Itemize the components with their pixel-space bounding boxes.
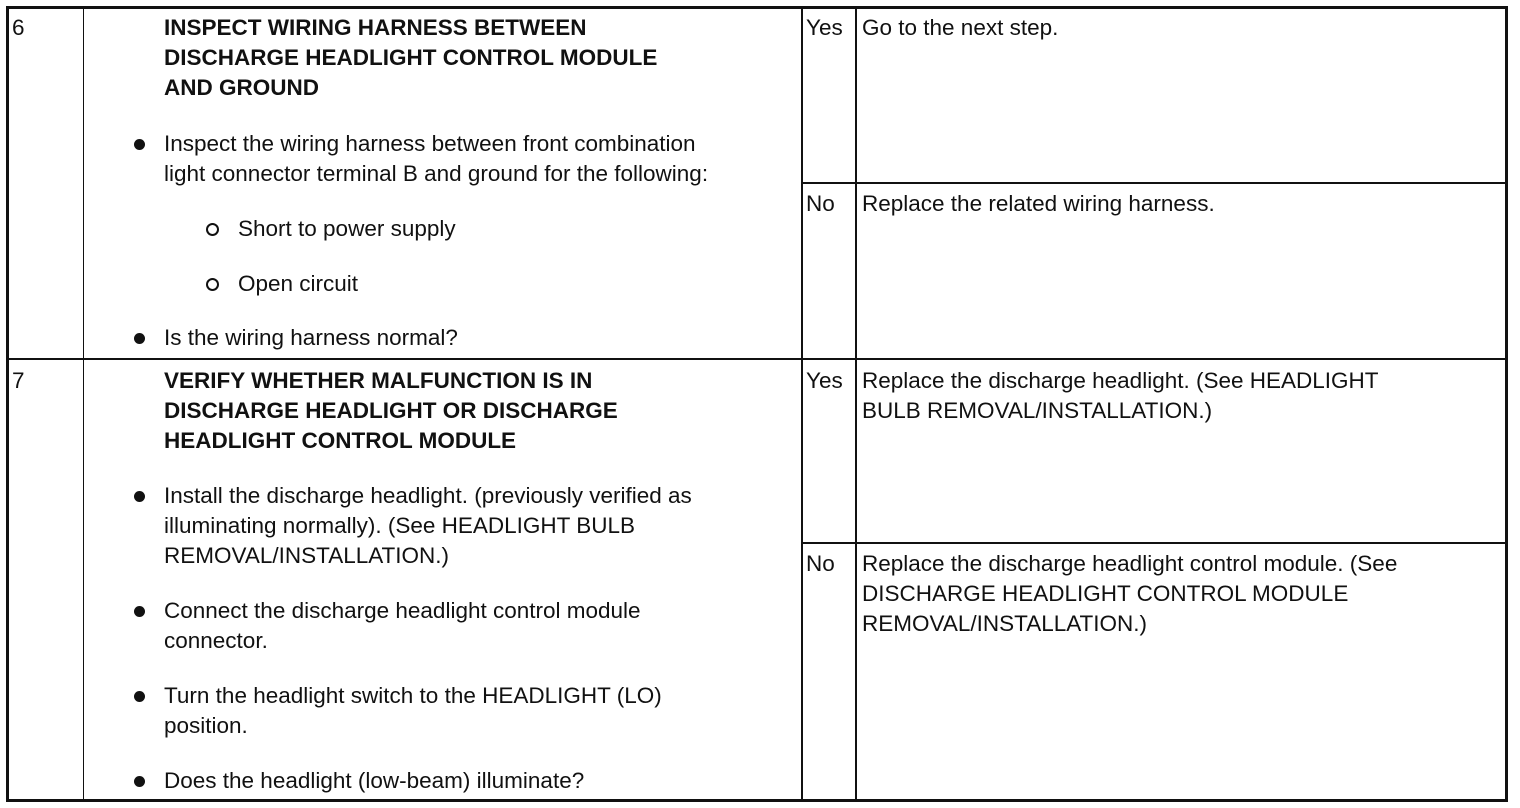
step-heading-line: DISCHARGE HEADLIGHT OR DISCHARGE <box>164 398 618 423</box>
no-action-line: Replace the related wiring harness. <box>862 191 1215 216</box>
bullet-text-line: Does the headlight (low-beam) illuminate? <box>164 768 585 793</box>
yes-label: Yes <box>806 15 843 40</box>
bullet-icon <box>134 606 145 617</box>
step-heading-line: VERIFY WHETHER MALFUNCTION IS IN <box>164 368 593 393</box>
open-circle-bullet-icon <box>206 278 219 291</box>
no-action-line: DISCHARGE HEADLIGHT CONTROL MODULE <box>862 581 1349 606</box>
step6-yes-no-divider <box>801 182 1505 184</box>
bullet-text-line: Is the wiring harness normal? <box>164 325 458 350</box>
result-column-divider <box>855 9 857 799</box>
bullet-text-line: REMOVAL/INSTALLATION.) <box>164 543 450 568</box>
step-heading-line: AND GROUND <box>164 75 319 100</box>
inspection-column-divider <box>801 9 803 799</box>
yes-action-line: Replace the discharge headlight. (See HEADLIGHT <box>862 368 1379 393</box>
open-circle-bullet-icon <box>206 223 219 236</box>
bullet-icon <box>134 139 145 150</box>
yes-action-line: Go to the next step. <box>862 15 1059 40</box>
step-number: 6 <box>12 15 25 40</box>
bullet-icon <box>134 333 145 344</box>
no-action-line: REMOVAL/INSTALLATION.) <box>862 611 1148 636</box>
bullet-text-line: position. <box>164 713 248 738</box>
no-label: No <box>806 191 835 216</box>
subitem-text: Short to power supply <box>238 216 456 241</box>
bullet-text-line: Inspect the wiring harness between front combination <box>164 131 696 156</box>
bullet-text-line: light connector terminal B and ground for the following: <box>164 161 709 186</box>
bullet-text-line: Install the discharge headlight. (previously verified as <box>164 483 692 508</box>
step-heading-line: HEADLIGHT CONTROL MODULE <box>164 428 517 453</box>
bullet-icon <box>134 691 145 702</box>
subitem-text: Open circuit <box>238 271 359 296</box>
step-number-column-divider <box>83 9 84 799</box>
step-row-divider <box>9 358 1505 360</box>
yes-action-line: BULB REMOVAL/INSTALLATION.) <box>862 398 1213 423</box>
step-heading-line: INSPECT WIRING HARNESS BETWEEN <box>164 15 587 40</box>
bullet-icon <box>134 491 145 502</box>
bullet-icon <box>134 776 145 787</box>
step-number: 7 <box>12 368 25 393</box>
bullet-text-line: Connect the discharge headlight control module <box>164 598 641 623</box>
bullet-text-line: illuminating normally). (See HEADLIGHT BULB <box>164 513 635 538</box>
bullet-text-line: Turn the headlight switch to the HEADLIGHT (LO) <box>164 683 662 708</box>
troubleshooting-table <box>6 6 1508 802</box>
bullet-text-line: connector. <box>164 628 268 653</box>
step-heading-line: DISCHARGE HEADLIGHT CONTROL MODULE <box>164 45 658 70</box>
no-action-line: Replace the discharge headlight control module. (See <box>862 551 1398 576</box>
no-label: No <box>806 551 835 576</box>
step7-yes-no-divider <box>801 542 1505 544</box>
yes-label: Yes <box>806 368 843 393</box>
